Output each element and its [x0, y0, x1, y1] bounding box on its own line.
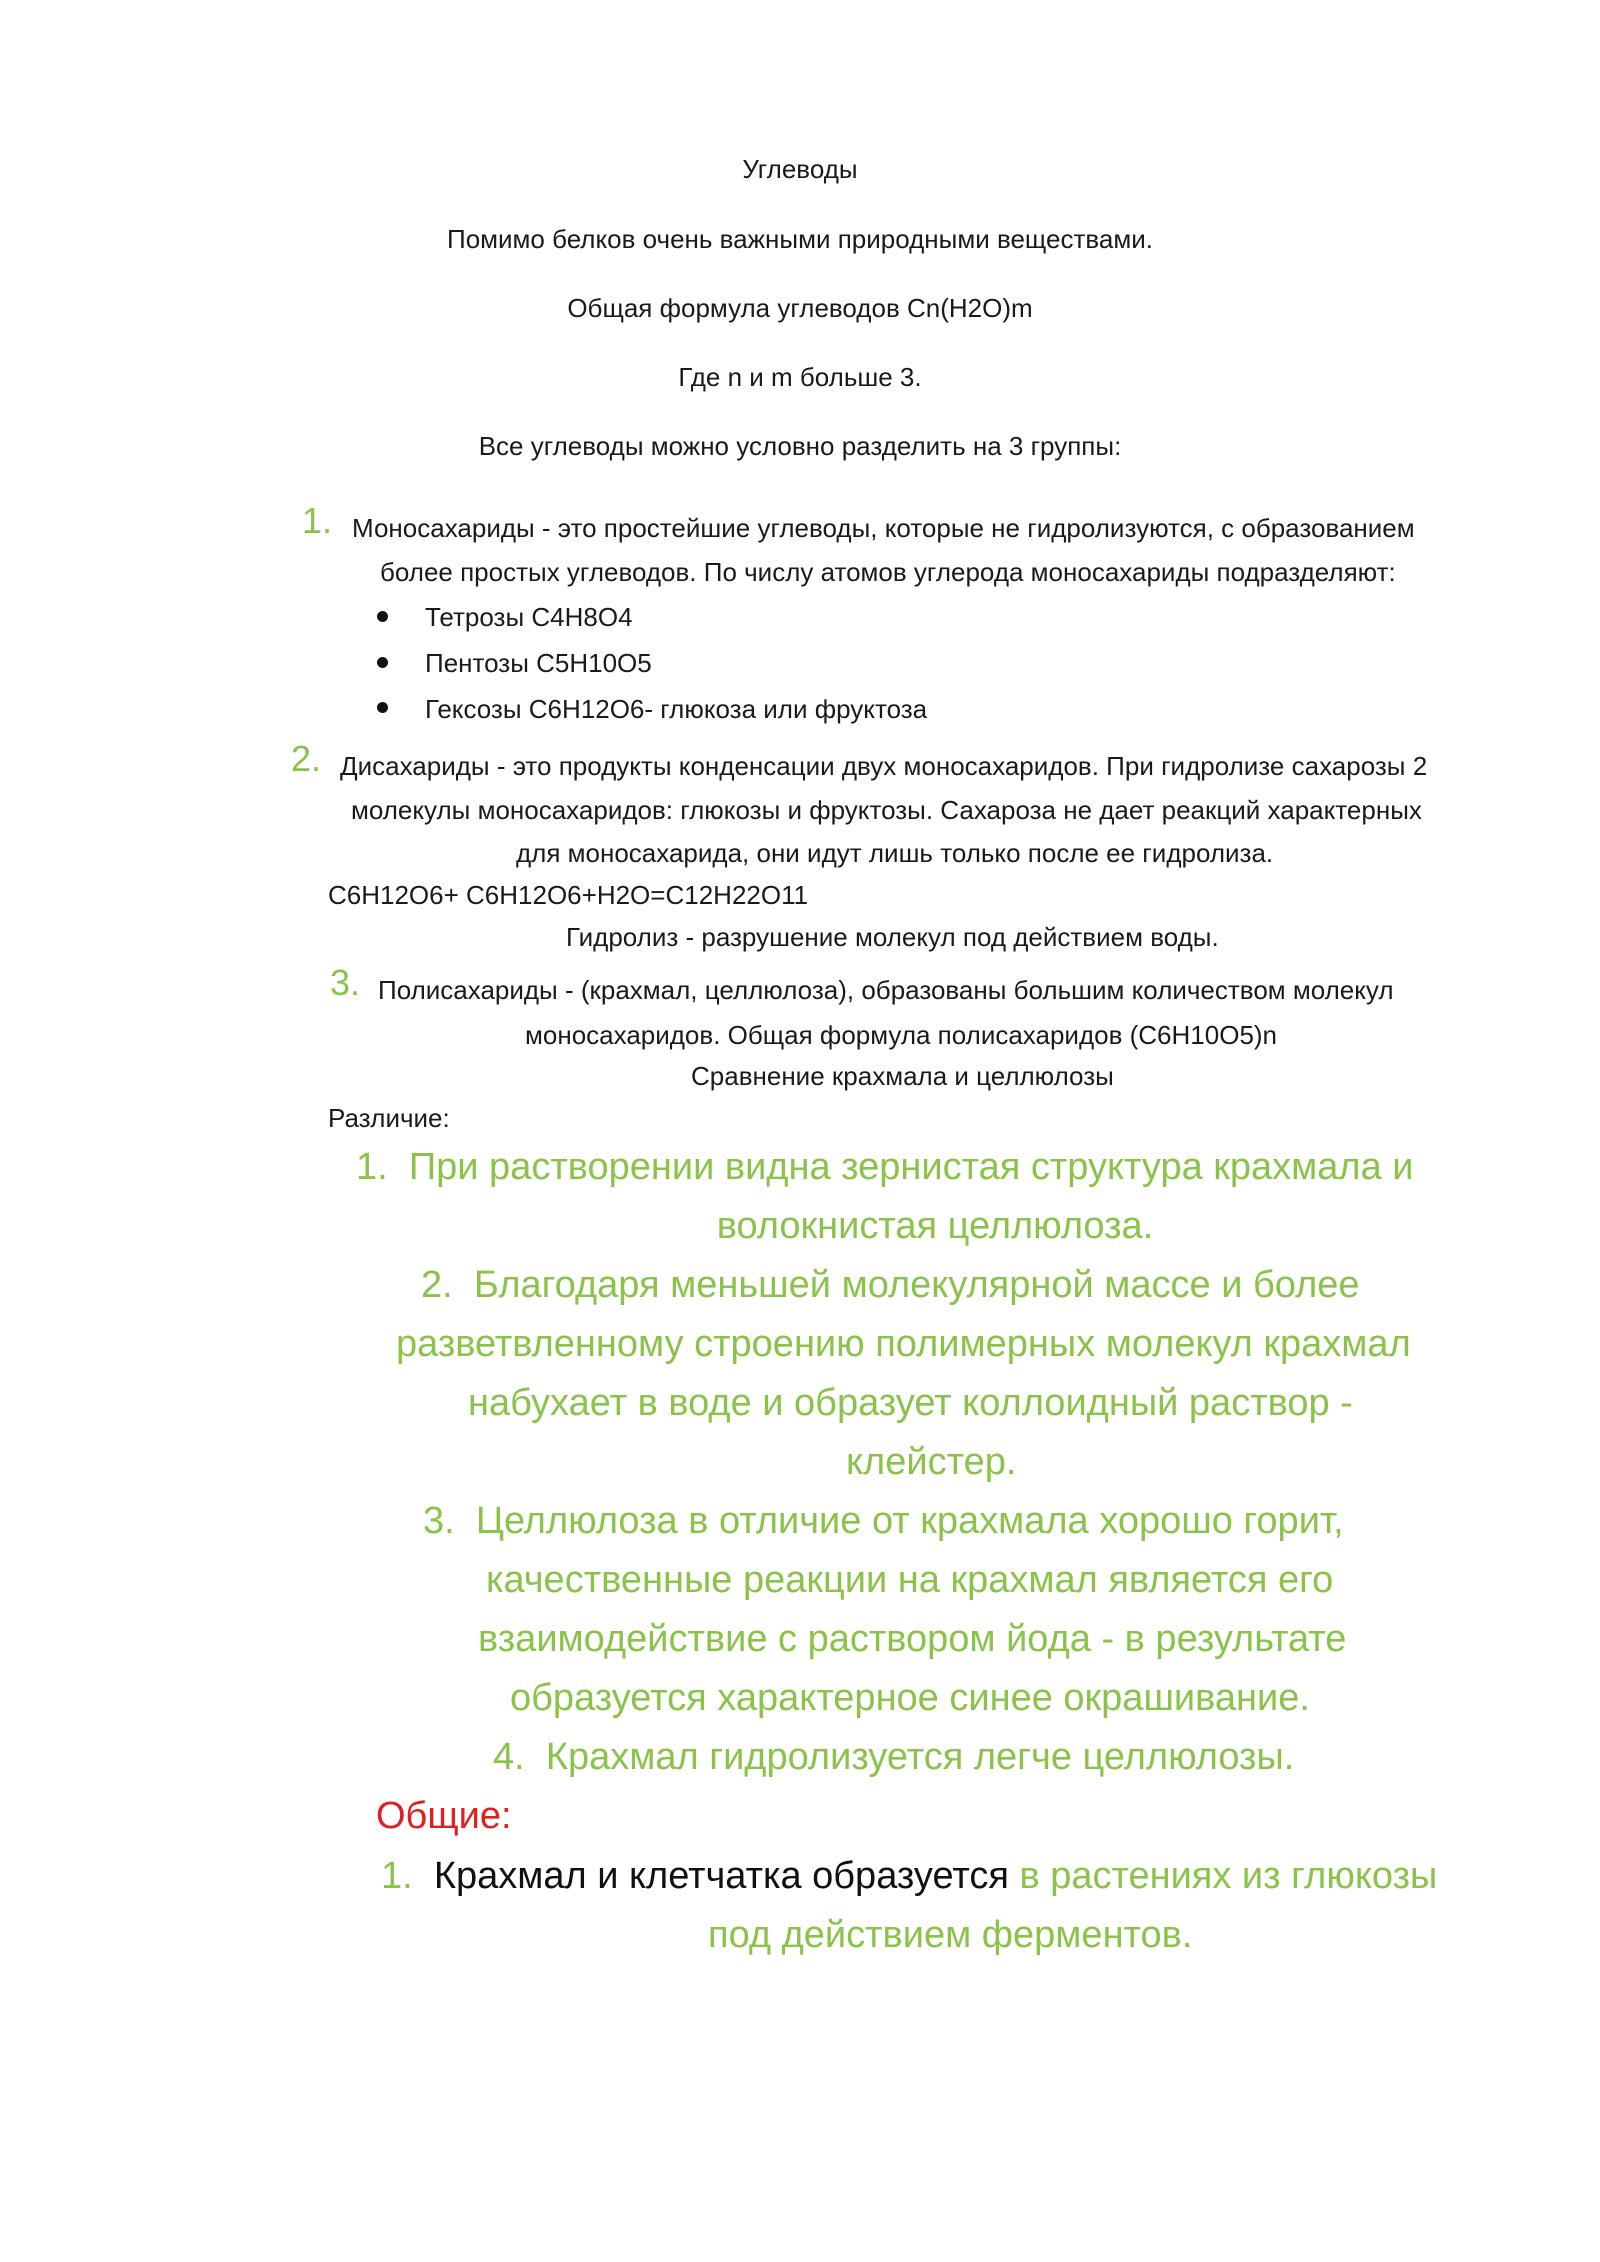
intro-line-1: Помимо белков очень важными природными веществами. [447, 224, 1153, 254]
difference-3-line-2: качественные реакции на крахмал является его [486, 1559, 1334, 1601]
difference-number: 1. [356, 1146, 388, 1188]
bullet-item-2: Пентозы С5Н10О5 [425, 648, 652, 678]
difference-3-line-4: образуется характерное синее окрашивание. [510, 1677, 1310, 1719]
bullet-icon [377, 702, 388, 713]
group-3-line-1: Полисахариды - (крахмал, целлюлоза), образованы большим количеством молекул [378, 975, 1394, 1005]
difference-3-line-1: 3. Целлюлоза в отличие от крахмала хорошо горит, [423, 1500, 1344, 1542]
difference-1-line-2: волокнистая целлюлоза. [716, 1205, 1154, 1247]
common-1-line-1: 1. Крахмал и клетчатка образуется в растениях из глюкозы [381, 1855, 1438, 1897]
intro-line-3: Где n и m больше 3. [678, 362, 922, 392]
difference-number: 3. [423, 1500, 455, 1542]
reaction-formula: С6Н12О6+ С6Н12О6+Н2О=С12Н22О11 [328, 880, 809, 910]
comparison-heading: Сравнение крахмала и целлюлозы [691, 1061, 1114, 1091]
difference-number: 4. [493, 1736, 525, 1778]
intro-line-4: Все углеводы можно условно разделить на 3 группы: [478, 431, 1122, 461]
common-label: Общие: [376, 1795, 512, 1837]
group-3-line-2: моносахаридов. Общая формула полисахаридов (С6Н10О5)n [525, 1020, 1278, 1050]
group-2-line-3: для моносахарида, они идут лишь только после ее гидролиза. [516, 838, 1274, 868]
group-2-line-2: молекулы моносахаридов: глюкозы и фруктозы. Сахароза не дает реакций характерных [351, 795, 1422, 825]
common-1-line-2: под действием ферментов. [708, 1914, 1193, 1956]
group-1-line-1: Моносахариды - это простейшие углеводы, которые не гидролизуются, с образованием [352, 513, 1415, 543]
group-1-number: 1. [302, 500, 333, 541]
difference-1-line-1: 1. При растворении видна зернистая структура крахмала и [356, 1146, 1414, 1188]
difference-2-line-4: клейстер. [846, 1441, 1017, 1483]
doc-title: Углеводы [742, 154, 858, 184]
differences-label: Различие: [328, 1103, 450, 1133]
difference-2-line-3: набухает в воде и образует коллоидный раствор - [468, 1382, 1353, 1424]
group-3-number: 3. [330, 962, 361, 1003]
difference-4-line-1: 4. Крахмал гидролизуется легче целлюлозы. [493, 1736, 1295, 1778]
group-2-number: 2. [291, 738, 322, 779]
common-number: 1. [381, 1855, 413, 1897]
bullet-icon [377, 611, 388, 622]
hydrolysis-definition: Гидролиз - разрушение молекул под действием воды. [566, 922, 1219, 952]
intro-line-2: Общая формула углеводов Cn(H2O)m [567, 293, 1033, 323]
difference-2-line-2: разветвленному строению полимерных молекул крахмал [396, 1323, 1411, 1365]
group-1-line-2: более простых углеводов. По числу атомов углерода моносахариды подразделяют: [380, 557, 1396, 587]
difference-3-line-3: взаимодействие с раствором йода - в результате [478, 1618, 1347, 1660]
group-2-line-1: Дисахариды - это продукты конденсации двух моносахаридов. При гидролизе сахарозы 2 [340, 751, 1428, 781]
bullet-icon [377, 657, 388, 668]
difference-2-line-1: 2. Благодаря меньшей молекулярной массе и более [421, 1264, 1360, 1306]
bullet-item-1: Тетрозы С4Н8О4 [425, 602, 633, 632]
difference-number: 2. [421, 1264, 453, 1306]
bullet-item-3: Гексозы С6Н12О6- глюкоза или фруктоза [425, 694, 928, 724]
